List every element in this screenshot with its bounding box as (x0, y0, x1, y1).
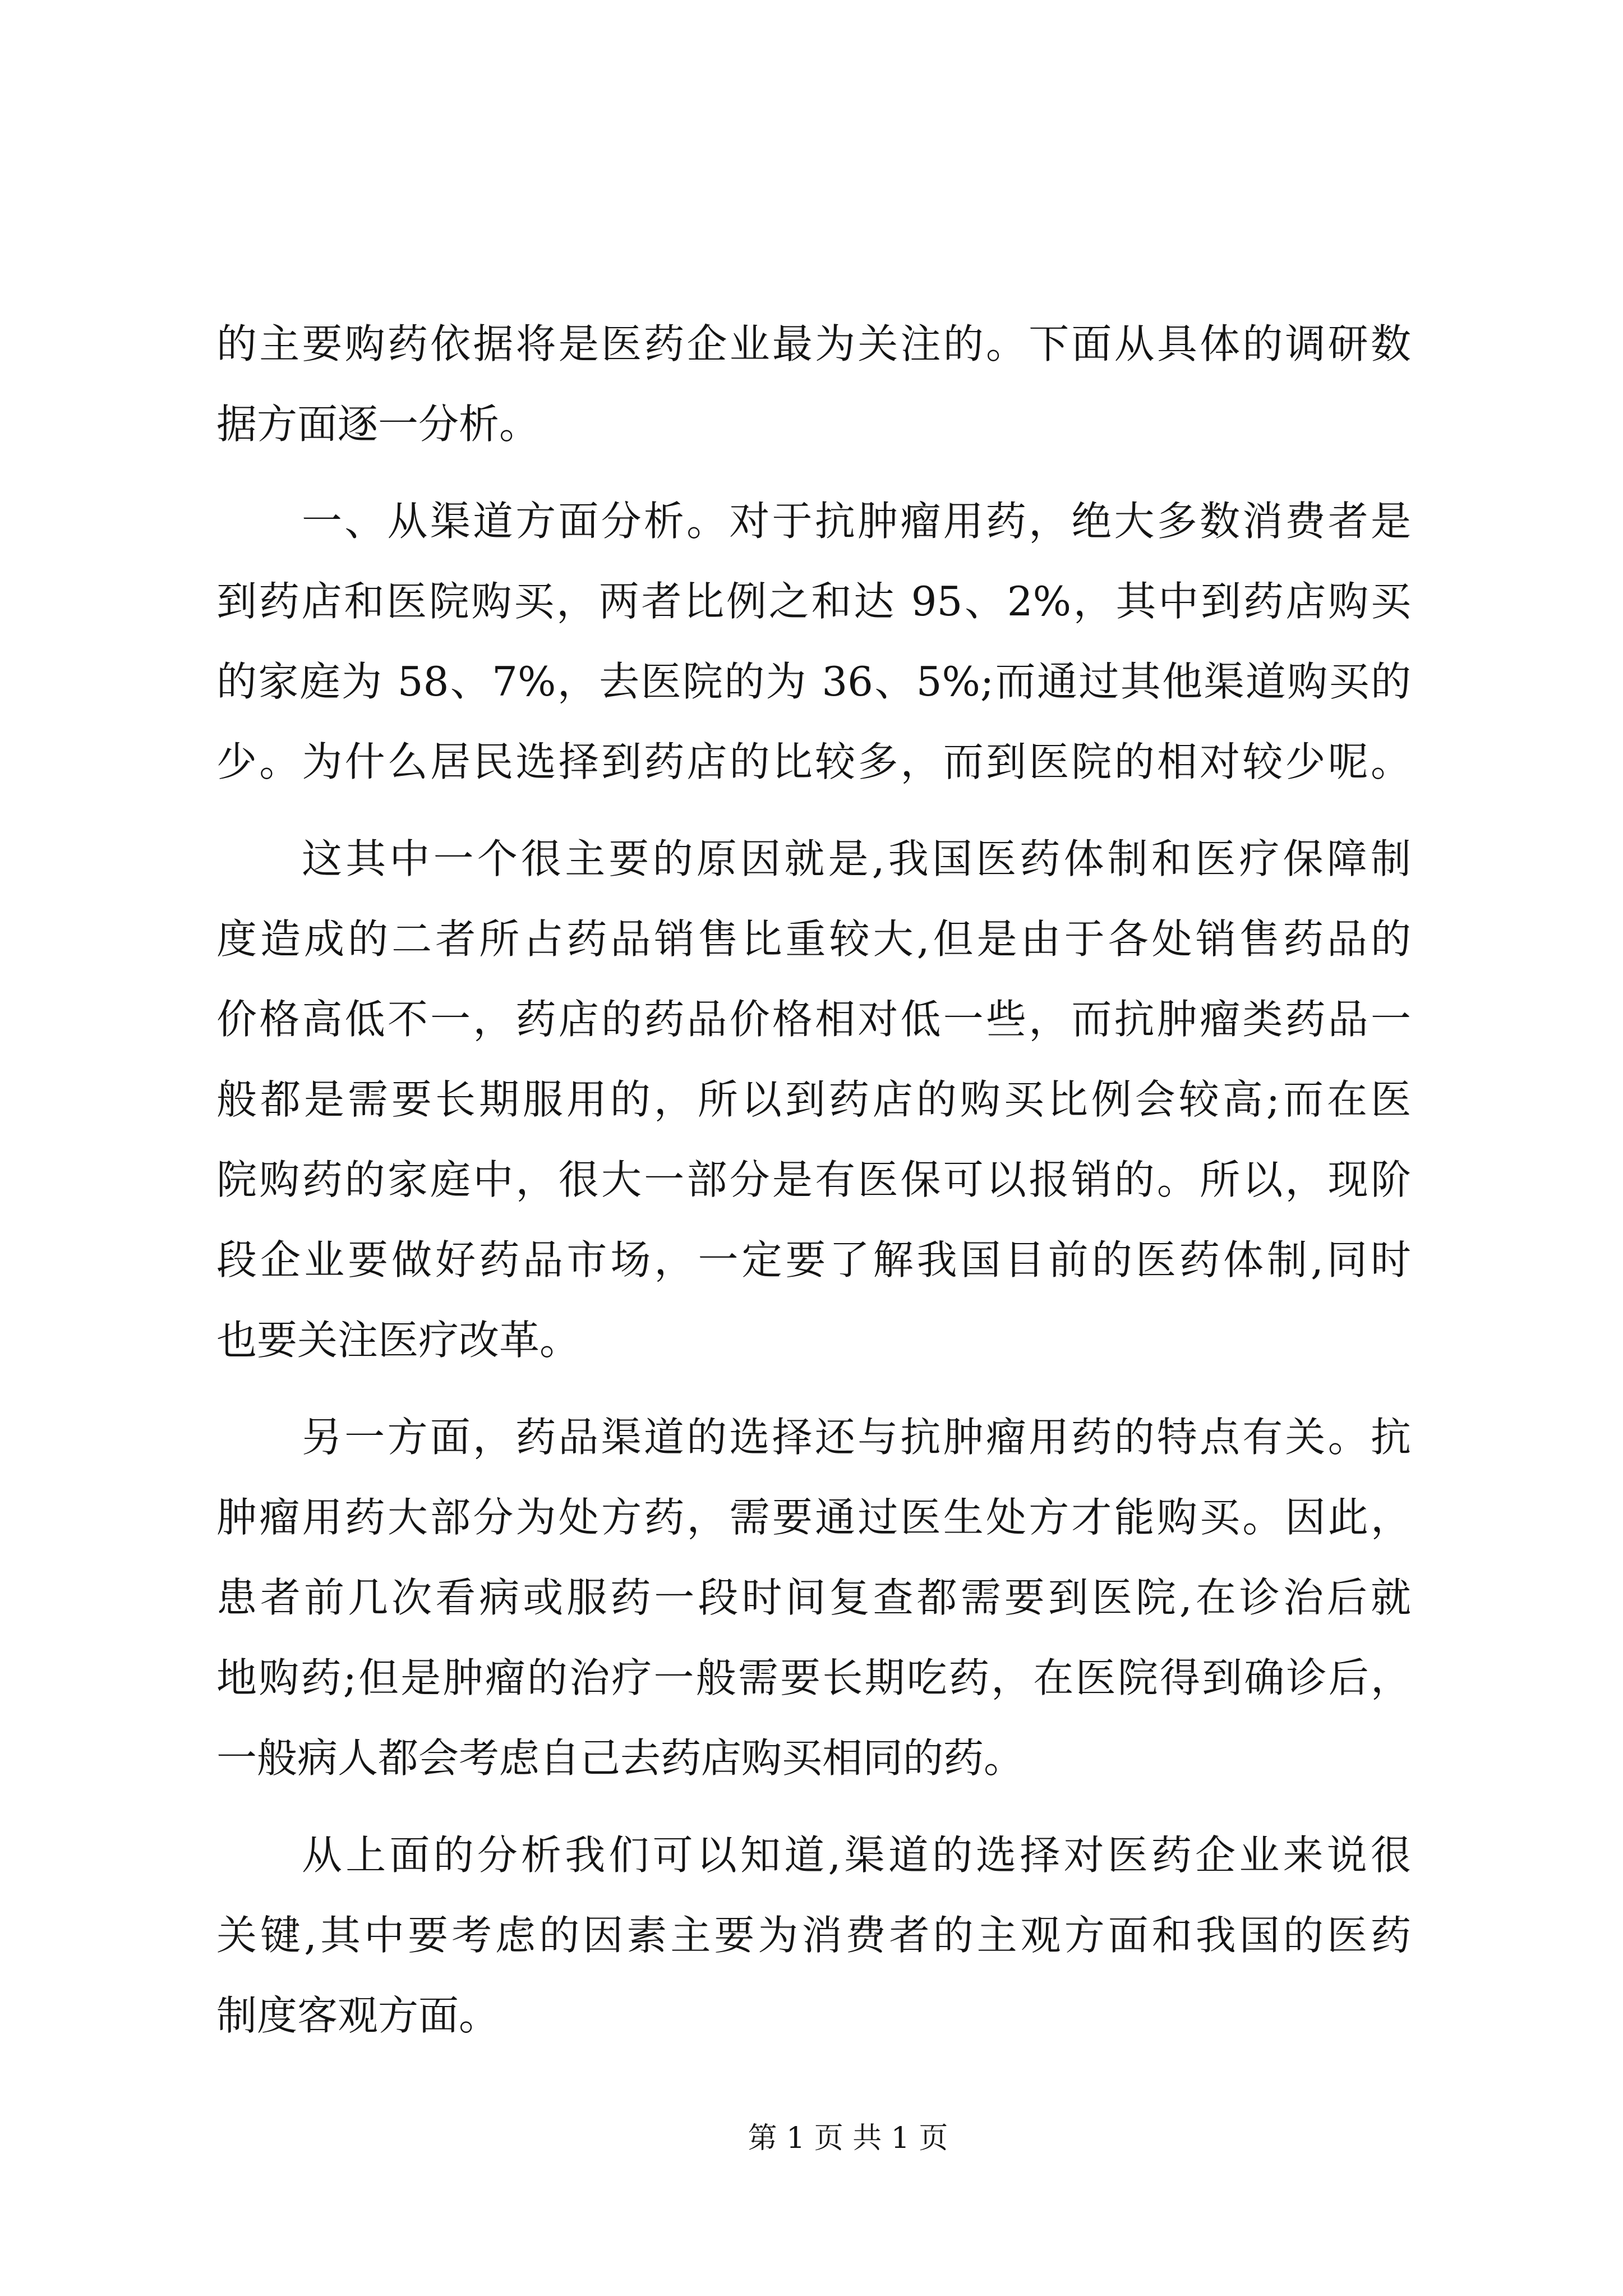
paragraph (216, 304, 1411, 464)
text-line: 关键,其中要考虑的因素主要为消费者的主观方面和我国的医药 (216, 1912, 1411, 1959)
text-line: 价格高低不一，药店的药品价格相对低一些，而抗肿瘤类药品一 (216, 996, 1411, 1043)
text-line: 少。为什么居民选择到药店的比较多，而到医院的相对较少呢。 (216, 738, 1411, 785)
text-line: 到药店和医院购买，两者比例之和达 95、2%，其中到药店购买 (216, 578, 1411, 625)
text-line: 院购药的家庭中，很大一部分是有医保可以报销的。所以，现阶 (216, 1156, 1411, 1203)
text-line: 的主要购药依据将是医药企业最为关注的。下面从具体的调研数 (216, 320, 1411, 367)
text-line: 段企业要做好药品市场，一定要了解我国目前的医药体制,同时 (216, 1236, 1411, 1283)
text-line: 度造成的二者所占药品销售比重较大,但是由于各处销售药品的 (216, 915, 1411, 963)
paragraph (216, 1815, 1411, 2056)
text-line: 一、从渠道方面分析。对于抗肿瘤用药，绝大多数消费者是 (302, 498, 1411, 545)
text-line: 也要关注医疗改革。 (216, 1317, 580, 1364)
text-line: 这其中一个很主要的原因就是,我国医药体制和医疗保障制 (302, 835, 1411, 882)
text-line: 的家庭为 58、7%，去医院的为 36、5%;而通过其他渠道购买的 (216, 658, 1411, 705)
text-line: 从上面的分析我们可以知道,渠道的选择对医药企业来说很 (302, 1832, 1411, 1879)
text-line: 一般病人都会考虑自己去药店购买相同的药。 (216, 1734, 1025, 1782)
paragraph (216, 481, 1411, 802)
text-line: 肿瘤用药大部分为处方药，需要通过医生处方才能购买。因此， (216, 1494, 1411, 1541)
text-line: 地购药;但是肿瘤的治疗一般需要长期吃药，在医院得到确诊后， (216, 1654, 1411, 1701)
page-footer (680, 2118, 1016, 2159)
text-line: 制度客观方面。 (216, 1992, 500, 2039)
text-line: 般都是需要长期服用的，所以到药店的购买比例会较高;而在医 (216, 1076, 1411, 1123)
body-text (216, 304, 1411, 2073)
text-line: 另一方面，药品渠道的选择还与抗肿瘤用药的特点有关。抗 (302, 1414, 1411, 1461)
text-line: 患者前几次看病或服药一段时间复查都需要到医院,在诊治后就 (216, 1574, 1411, 1621)
paragraph (216, 1397, 1411, 1798)
paragraph (216, 819, 1411, 1381)
page-number-label: 第 1 页 共 1 页 (748, 2122, 948, 2155)
text-line: 据方面逐一分析。 (216, 401, 540, 448)
